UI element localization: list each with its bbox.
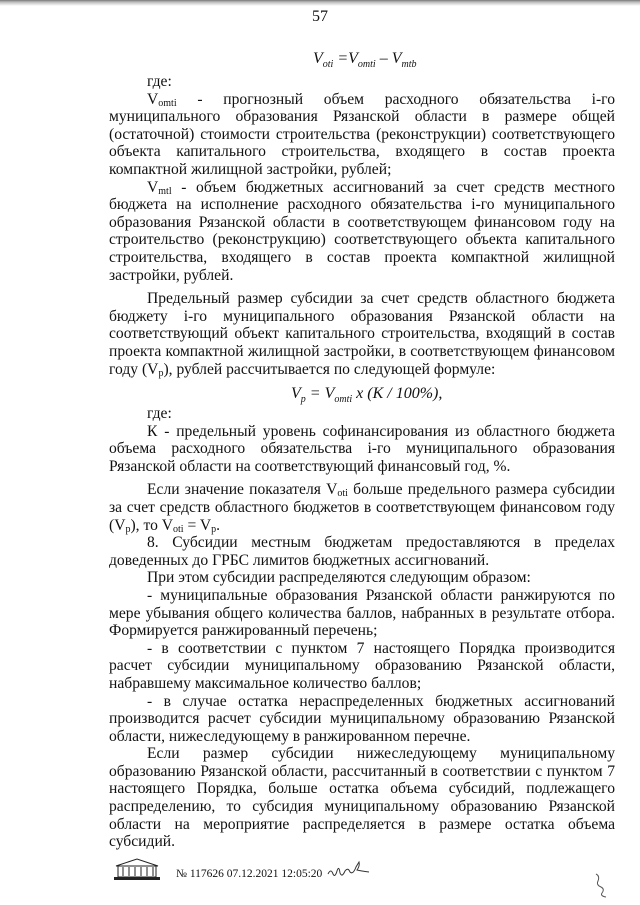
- text-block-1: [109, 73, 615, 378]
- paragraph-if-value: Если значение показателя $V_{oti}$ больше предельного размера субсидии за счет средств областного бюджетов в соответствующем финансовом году $(V_p)$, то $V_{oti} = V_p$.: [109, 481, 615, 535]
- signature-icon: [326, 860, 374, 880]
- definition-v-mtl: $V_{mtl}$ - объем бюджетных ассигнований за счет средств местного бюджета на исполнение расходного обязательства i-го муниципального образования Рязанской области в соответствующем финансовом году на строительство (реконструкцию) соответствующего объекта капитального строительства, входящего в состав проекта компактной жилищной застройки, рублей.: [109, 178, 615, 284]
- where-label: где:: [147, 73, 172, 90]
- list-item-max-score: - в соответствии с пунктом 7 настоящего Порядка производится расчет субсидии муниципальному образованию Рязанской области, набравшему максимальное количество баллов;: [109, 639, 615, 692]
- definition-v-omti: $V_{omti}$ - прогнозный объем расходного обязательства i-го муниципального образования Рязанской области в размере общей (остаточной) стоимости строительства (реконструкции) соответствующего объекта капитального строительства, входящего в состав проекта компактной жилищной застройки, рублей;: [109, 90, 615, 178]
- document-stamp: № 117626 07.12.2021 12:05:20: [176, 868, 323, 880]
- list-item-ranking: - муниципальные образования Рязанской области ранжируются по мере убывания общего количества баллов, набранных в результате отбора. Формируется ранжированный перечень;: [109, 586, 615, 640]
- scan-edge: [0, 0, 640, 6]
- definition-k: К - предельный уровень софинансирования из областного бюджета объема расходного обязательства i-го муниципального образования Рязанской области на соответствующий финансовый год, %.: [109, 422, 615, 475]
- paragraph-if-size: Если размер субсидии нижеследующему муниципальному образованию Рязанской области, рассчитанный в соответствии с пунктом 7 настоящего Порядка, больше остатка объема субсидий, подлежащего распределению, то субсидия муниципальному образованию Рязанской области на мероприятие распределяется в размере остатка объема субсидий.: [109, 745, 615, 851]
- list-item-remainder: - в случае остатка нераспределенных бюджетных ассигнований производится расчет субсидии муниципальному образованию Рязанской области, нижеследующему в ранжированном перечне.: [109, 692, 615, 745]
- handwritten-mark-icon: [592, 870, 620, 900]
- paragraph-subsidy-limit: Предельный размер субсидии за счет средств областного бюджета бюджету i-го муниципального образования Рязанской области на соответствующий объект капитального строительства, входящий в состав проекта компактной жилищной застройки, в соответствующем финансовом году $(V_p)$, рублей рассчитывается по следующей формуле:: [109, 290, 615, 379]
- government-building-logo: [112, 858, 162, 882]
- paragraph-distribution: При этом субсидии распределяются следующим образом:: [147, 569, 531, 587]
- formula-v-p: $V_p = V_{omti}$ x (K / 100%),: [291, 385, 443, 406]
- formula-v-oti: $V_{oti} =V_{omti} - V_{mtb}$: [313, 50, 417, 71]
- where-label: где:: [147, 405, 172, 422]
- text-block-2: [109, 405, 615, 851]
- paragraph-item-8: 8. Субсидии местным бюджетам предоставляются в пределах доведенных до ГРБС лимитов бюджетных ассигнований.: [109, 534, 615, 569]
- page-number: 57: [312, 8, 328, 25]
